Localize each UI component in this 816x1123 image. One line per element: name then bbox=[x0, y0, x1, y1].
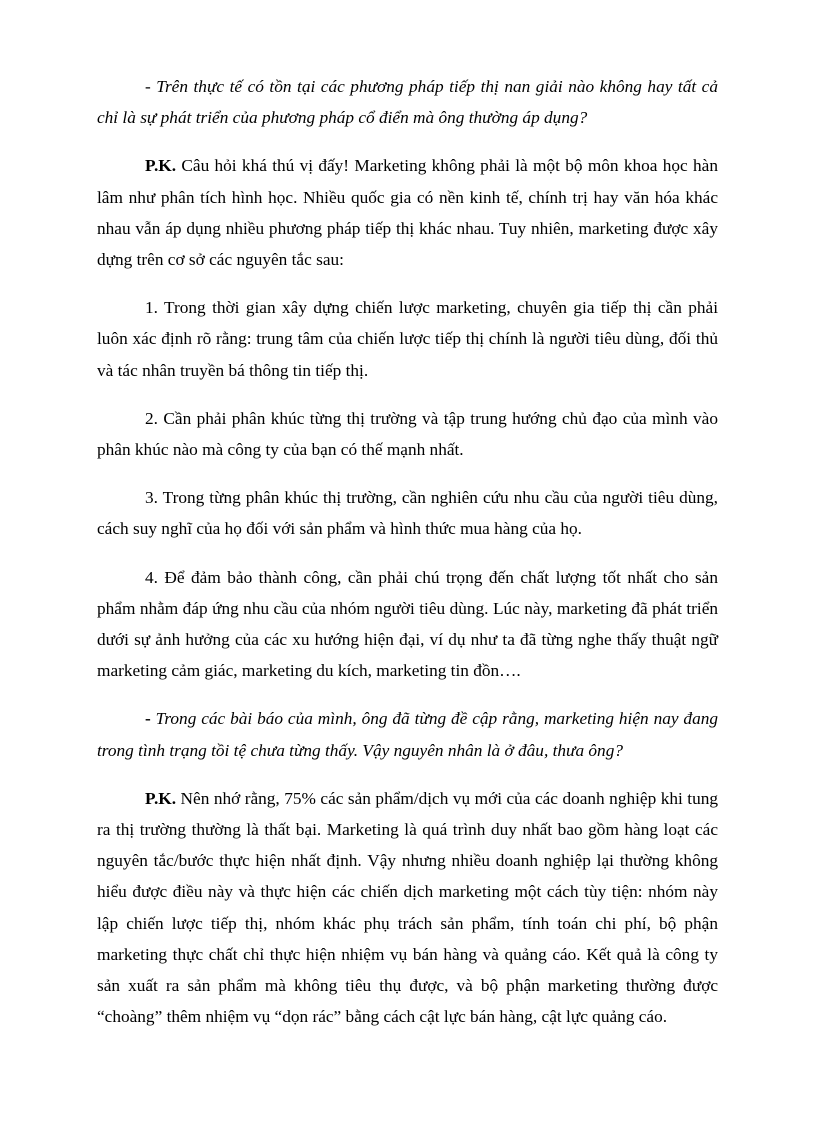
speaker-label: P.K. bbox=[145, 788, 177, 808]
paragraph-text: - Trên thực tế có tồn tại các phương pháp tiếp thị nan giải nào không hay tất cả chỉ là sự phát triển của phương pháp cổ điển mà ông thường áp dụng? bbox=[97, 77, 718, 128]
principle-item-2 bbox=[97, 403, 718, 465]
paragraph-text: 3. Trong từng phân khúc thị trường, cần nghiên cứu nhu cầu của người tiêu dùng, cách suy nghĩ của họ đối với sản phẩm và hình thức mua hàng của họ. bbox=[97, 488, 718, 539]
paragraph-text: Câu hỏi khá thú vị đấy! Marketing không phải là một bộ môn khoa học hàn lâm như phân tích hình học. Nhiều quốc gia có nền kinh tế, chính trị hay văn hóa khác nhau vẫn áp dụng nhiều phương pháp tiếp thị khác nhau. Tuy nhiên, marketing được xây dựng trên cơ sở các nguyên tắc sau: bbox=[97, 156, 718, 270]
paragraph-text: 1. Trong thời gian xây dựng chiến lược marketing, chuyên gia tiếp thị cần phải luôn xác định rõ rằng: trung tâm của chiến lược tiếp thị chính là người tiêu dùng, đối thủ và tác nhân truyền bá thông tin tiếp thị. bbox=[97, 298, 718, 380]
paragraph-text: Trong các bài báo của mình, ông đã từng đề cập rằng, marketing hiện nay đang trong tình trạng tồi tệ chưa từng thấy. Vậy nguyên nhân là ở đâu, thưa ông? bbox=[97, 709, 718, 760]
paragraph-text: 2. Cần phải phân khúc từng thị trường và tập trung hướng chủ đạo của mình vào phân khúc nào mà công ty của bạn có thế mạnh nhất. bbox=[97, 408, 718, 460]
question-dash: - bbox=[145, 709, 156, 729]
speaker-label: P.K. bbox=[145, 156, 177, 176]
answer-paragraph-2 bbox=[97, 783, 718, 1033]
document-page bbox=[97, 71, 718, 1049]
paragraph-text: Nên nhớ rằng, 75% các sản phẩm/dịch vụ mới của các doanh nghiệp khi tung ra thị trường thường là thất bại. Marketing là quá trình duy nhất bao gồm hàng loạt các nguyên tắc/bước thực hiện nhất định. Vậy nhưng nhiều doanh nghiệp lại thường không hiểu được điều này và thực hiện các chiến dịch marketing một cách tùy tiện: nhóm này lập chiến lược tiếp thị, nhóm khác phụ trách sản phẩm, tính toán chi phí, bộ phận marketing thực chất chỉ thực hiện nhiệm vụ bán hàng và quảng cáo. Kết quả là công ty sản xuất ra sản phẩm mà không tiêu thụ được, và bộ phận marketing thường được “choàng” thêm nhiệm vụ “dọn rác” bằng cách cật lực bán hàng, cật lực quảng cáo. bbox=[97, 788, 718, 1027]
paragraph-text: 4. Để đảm bảo thành công, cần phải chú trọng đến chất lượng tốt nhất cho sản phẩm nhằm đáp ứng nhu cầu của nhóm người tiêu dùng. Lúc này, marketing đã phát triển dưới sự ảnh hưởng của các xu hướng hiện đại, ví dụ như ta đã từng nghe thấy thuật ngữ marketing cảm giác, marketing du kích, marketing tin đồn…. bbox=[97, 567, 718, 681]
answer-paragraph-1 bbox=[97, 150, 718, 275]
question-paragraph-2 bbox=[97, 703, 718, 765]
principle-item-4 bbox=[97, 562, 718, 687]
question-paragraph-1 bbox=[97, 71, 718, 133]
principle-item-1 bbox=[97, 292, 718, 386]
principle-item-3 bbox=[97, 482, 718, 544]
